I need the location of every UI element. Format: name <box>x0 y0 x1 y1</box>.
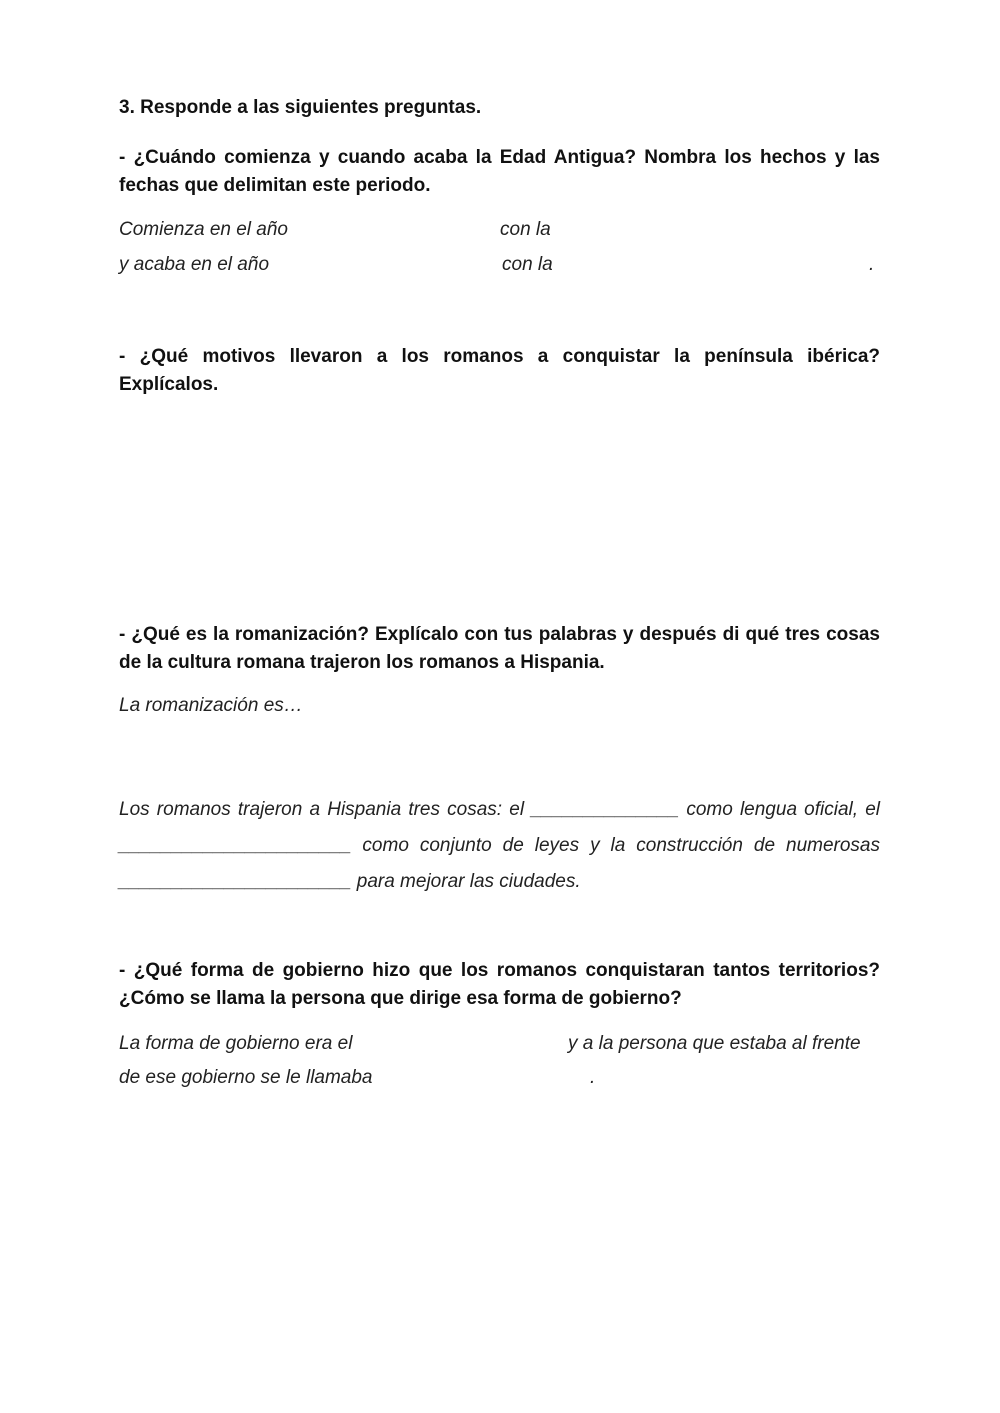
q3-fill-in-answer: Los romanos trajeron a Hispania tres cosas: el ______________ como lengua oficial, el ______________________ como conjunto de leyes y la construcción de numerosas ______________________ para mejorar las ciudades. <box>119 799 880 892</box>
q4-line1-start: La forma de gobierno era el <box>119 1033 353 1054</box>
q3-intro: La romanización es… <box>119 695 303 716</box>
q1-line2-mid: con la <box>502 254 553 275</box>
question-2: - ¿Qué motivos llevaron a los romanos a conquistar la península ibérica? Explícalos. <box>119 346 880 395</box>
q4-line1-end: y a la persona que estaba al frente <box>568 1033 861 1054</box>
q4-line2-start: de ese gobierno se le llamaba <box>119 1067 373 1088</box>
q1-line2-start: y acaba en el año <box>119 254 270 275</box>
q1-line1-start: Comienza en el año <box>119 219 288 240</box>
q4-line2-end: . <box>590 1067 596 1088</box>
q1-line2-end: . <box>869 254 875 275</box>
q1-line1-mid: con la <box>500 219 551 240</box>
question-4: - ¿Qué forma de gobierno hizo que los romanos conquistaran tantos territorios? ¿Cómo se llama la persona que dirige esa forma de gobierno? <box>119 960 880 1009</box>
question-3: - ¿Qué es la romanización? Explícalo con tus palabras y después di qué tres cosas de la cultura romana trajeron los romanos a Hispania. <box>119 624 880 673</box>
section-heading: 3. Responde a las siguientes preguntas. <box>119 97 482 118</box>
question-1: - ¿Cuándo comienza y cuando acaba la Edad Antigua? Nombra los hechos y las fechas que delimitan este periodo. <box>119 147 880 196</box>
